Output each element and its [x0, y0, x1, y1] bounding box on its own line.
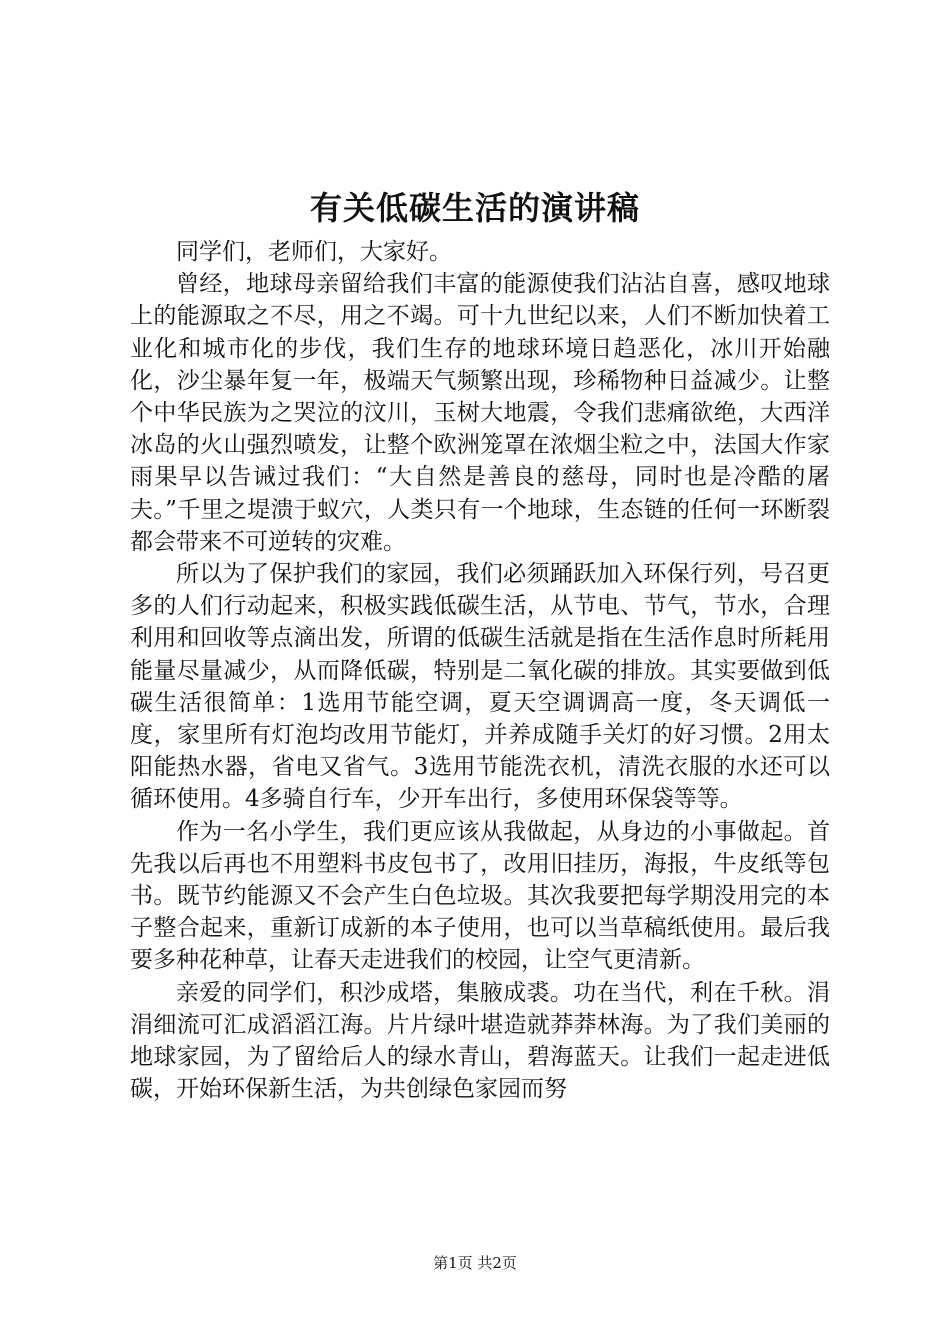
page-footer: [0, 1253, 950, 1273]
document-title: 有关低碳生活的演讲稿: [309, 189, 640, 227]
paragraph-closing: 亲爱的同学们，积沙成塔，集腋成裘。功在当代，利在千秋。涓涓细流可汇成滔滔江海。片片绿叶堪造就莽莽林海。为了我们美丽的地球家园，为了留给后人的绿水青山，碧海蓝天。让我们一起走进低碳，开始环保新生活，为共创绿色家园而努: [130, 979, 830, 1103]
document-body: [130, 236, 830, 1105]
paragraph-greeting: 同学们，老师们，大家好。: [176, 239, 452, 265]
paragraph-student-actions: 作为一名小学生，我们更应该从我做起，从身边的小事做起。首先我以后再也不用塑料书皮包书了，改用旧挂历，海报，牛皮纸等包书。既节约能源又不会产生白色垃圾。其次我要把每学期没用完的本子整合起来，重新订成新的本子使用，也可以当草稿纸使用。最后我要多种花种草，让春天走进我们的校园，让空气更清新。: [130, 818, 830, 974]
page-number: 第1页: [433, 1254, 473, 1272]
paragraph-low-carbon-actions: 所以为了保护我们的家园，我们必须踊跃加入环保行列，号召更多的人们行动起来，积极实践低碳生活，从节电、节气，节水，合理利用和回收等点滴出发，所谓的低碳生活就是指在生活作息时所耗用能量尽量减少，从而降低碳，特别是二氧化碳的排放。其实要做到低碳生活很简单：1选用节能空调，夏天空调调高一度，冬天调低一度，家里所有灯泡均改用节能灯，并养成随手关灯的好习惯。2用太阳能热水器，省电又省气。3选用节能洗衣机，清洗衣服的水还可以循环使用。4多骑自行车，少开车出行，多使用环保袋等等。: [130, 561, 830, 813]
page-total: 共2页: [477, 1254, 517, 1272]
paragraph-earth-crisis: 曾经，地球母亲留给我们丰富的能源使我们沾沾自喜，感叹地球上的能源取之不尽，用之不竭。可十九世纪以来，人们不断加快着工业化和城市化的步伐，我们生存的地球环境日趋恶化，冰川开始融化，沙尘暴年复一年，极端天气频繁出现，珍稀物种日益减少。让整个中华民族为之哭泣的汶川，玉树大地震，令我们悲痛欲绝，大西洋冰岛的火山强烈喷发，让整个欧洲笼罩在浓烟尘粒之中，法国大作家雨果早以告诫过我们：“大自然是善良的慈母，同时也是冷酷的屠夫。”千里之堤溃于蚁穴，人类只有一个地球，生态链的任何一环断裂都会带来不可逆转的灾难。: [130, 271, 830, 555]
